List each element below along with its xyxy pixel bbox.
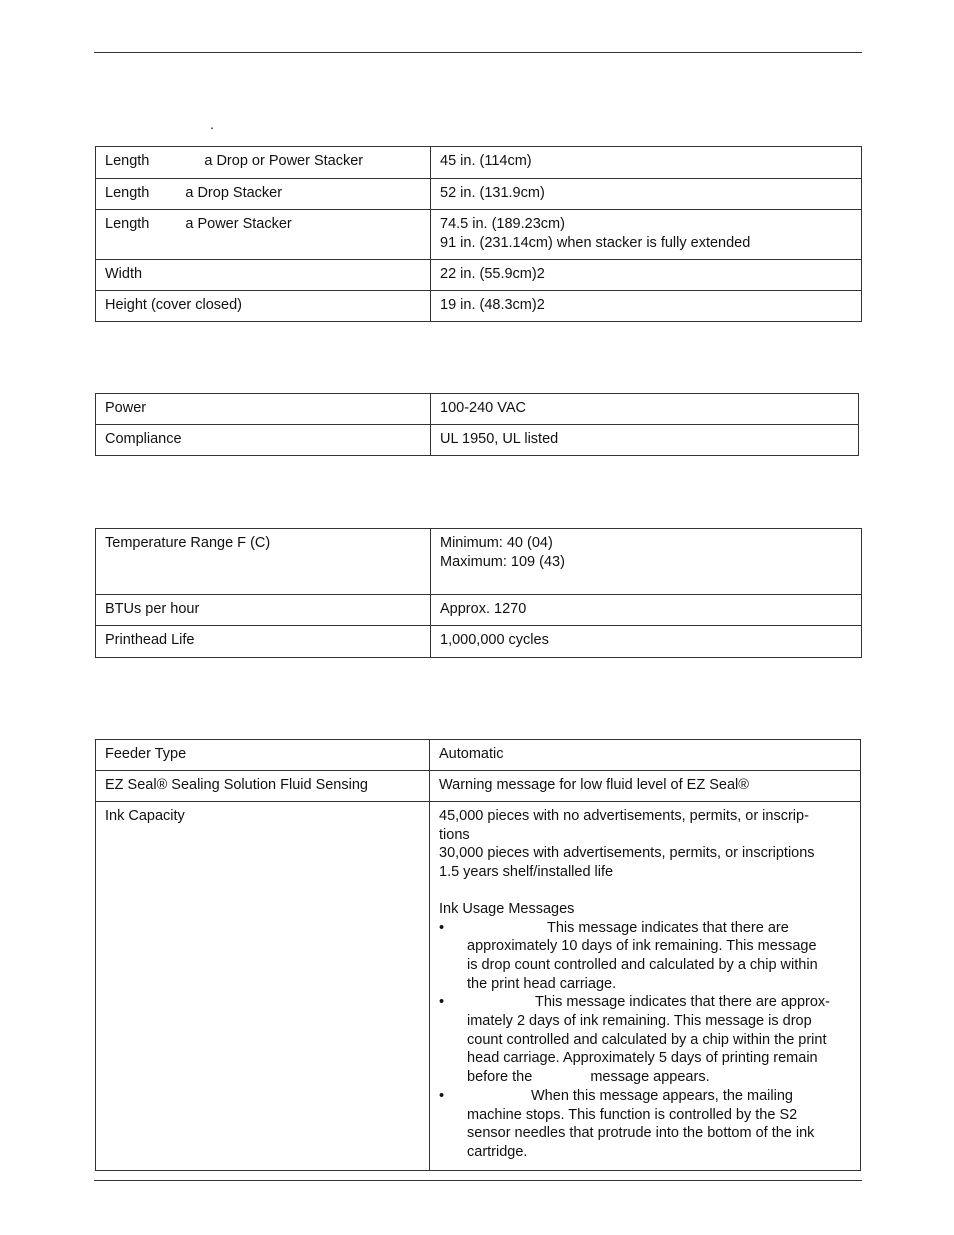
ink-line: 1.5 years shelf/installed life — [439, 864, 614, 881]
row-value: 52 in. (131.9cm) — [431, 179, 862, 210]
ink-capacity-value — [430, 802, 861, 1171]
table-row — [96, 260, 862, 291]
row-value: Approx. 1270 — [431, 595, 862, 626]
row-label: Temperature Range F (C) — [96, 529, 431, 595]
ink-messages-title: Ink Usage Messages — [439, 900, 575, 917]
ink-capacity-label: Ink Capacity — [96, 802, 430, 1171]
table-row — [96, 740, 861, 771]
table-row — [96, 626, 862, 658]
table-row — [96, 394, 859, 425]
row-value: 74.5 in. (189.23cm) 91 in. (231.14cm) when stacker is fully extended — [431, 210, 862, 260]
row-value: 19 in. (48.3cm)2 — [431, 291, 862, 322]
table-row — [96, 595, 862, 626]
table-row — [96, 210, 862, 260]
spacer — [439, 882, 851, 900]
table-row — [96, 802, 861, 1171]
row-label: Length a Drop Stacker — [96, 179, 431, 210]
dimensions-table — [95, 146, 862, 322]
row-label: Compliance — [96, 425, 431, 456]
row-value: Minimum: 40 (04) Maximum: 109 (43) — [431, 529, 862, 595]
row-label: Printhead Life — [96, 626, 431, 658]
row-value: 1,000,000 cycles — [431, 626, 862, 658]
footer-rule — [94, 1180, 862, 1181]
ink-line: tions — [439, 826, 470, 843]
row-label: Length a Drop or Power Stacker — [96, 147, 431, 179]
bullet-glyph: • — [439, 919, 445, 936]
row-value: Warning message for low fluid level of EZ Seal® — [430, 771, 861, 802]
ink-line: 45,000 pieces with no advertisements, permits, or inscrip- — [439, 808, 809, 824]
row-value: Automatic — [430, 740, 861, 771]
row-label: Power — [96, 394, 431, 425]
ink-line: 30,000 pieces with advertisements, permits, or inscriptions — [439, 845, 815, 862]
row-label: Width — [96, 260, 431, 291]
ink-message-bullet: • When this message appears, the mailing machine stops. This function is controlled by the S2 sensor needles that protrude into the bottom of the ink cartridge. — [439, 1087, 815, 1160]
table-row — [96, 179, 862, 210]
row-label: Length a Power Stacker — [96, 210, 431, 260]
table-row — [96, 291, 862, 322]
header-rule — [94, 52, 862, 53]
environment-table — [95, 528, 862, 658]
heading-dot: . — [210, 116, 214, 132]
table-row — [96, 425, 859, 456]
row-value: 45 in. (114cm) — [431, 147, 862, 179]
row-label: BTUs per hour — [96, 595, 431, 626]
ink-message-bullet: • This message indicates that there are approx- imately 2 days of ink remaining. This message is drop count controlled and calculated by a chip within the print head carriage. Approximately 5 days of printing remain before the message appears. — [439, 994, 830, 1086]
bullet-glyph: • — [439, 1087, 445, 1104]
row-value: 22 in. (55.9cm)2 — [431, 260, 862, 291]
electrical-table — [95, 393, 859, 456]
features-table — [95, 739, 861, 1171]
bullet-glyph: • — [439, 994, 445, 1011]
row-label: EZ Seal® Sealing Solution Fluid Sensing — [96, 771, 430, 802]
row-value: 100-240 VAC — [431, 394, 859, 425]
row-label: Feeder Type — [96, 740, 430, 771]
ink-message-bullet: • This message indicates that there are approximately 10 days of ink remaining. This message is drop count controlled and calculated by a chip within the print head carriage. — [439, 919, 818, 992]
row-label: Height (cover closed) — [96, 291, 431, 322]
row-value: UL 1950, UL listed — [431, 425, 859, 456]
table-row — [96, 529, 862, 595]
table-row — [96, 771, 861, 802]
table-row — [96, 147, 862, 179]
